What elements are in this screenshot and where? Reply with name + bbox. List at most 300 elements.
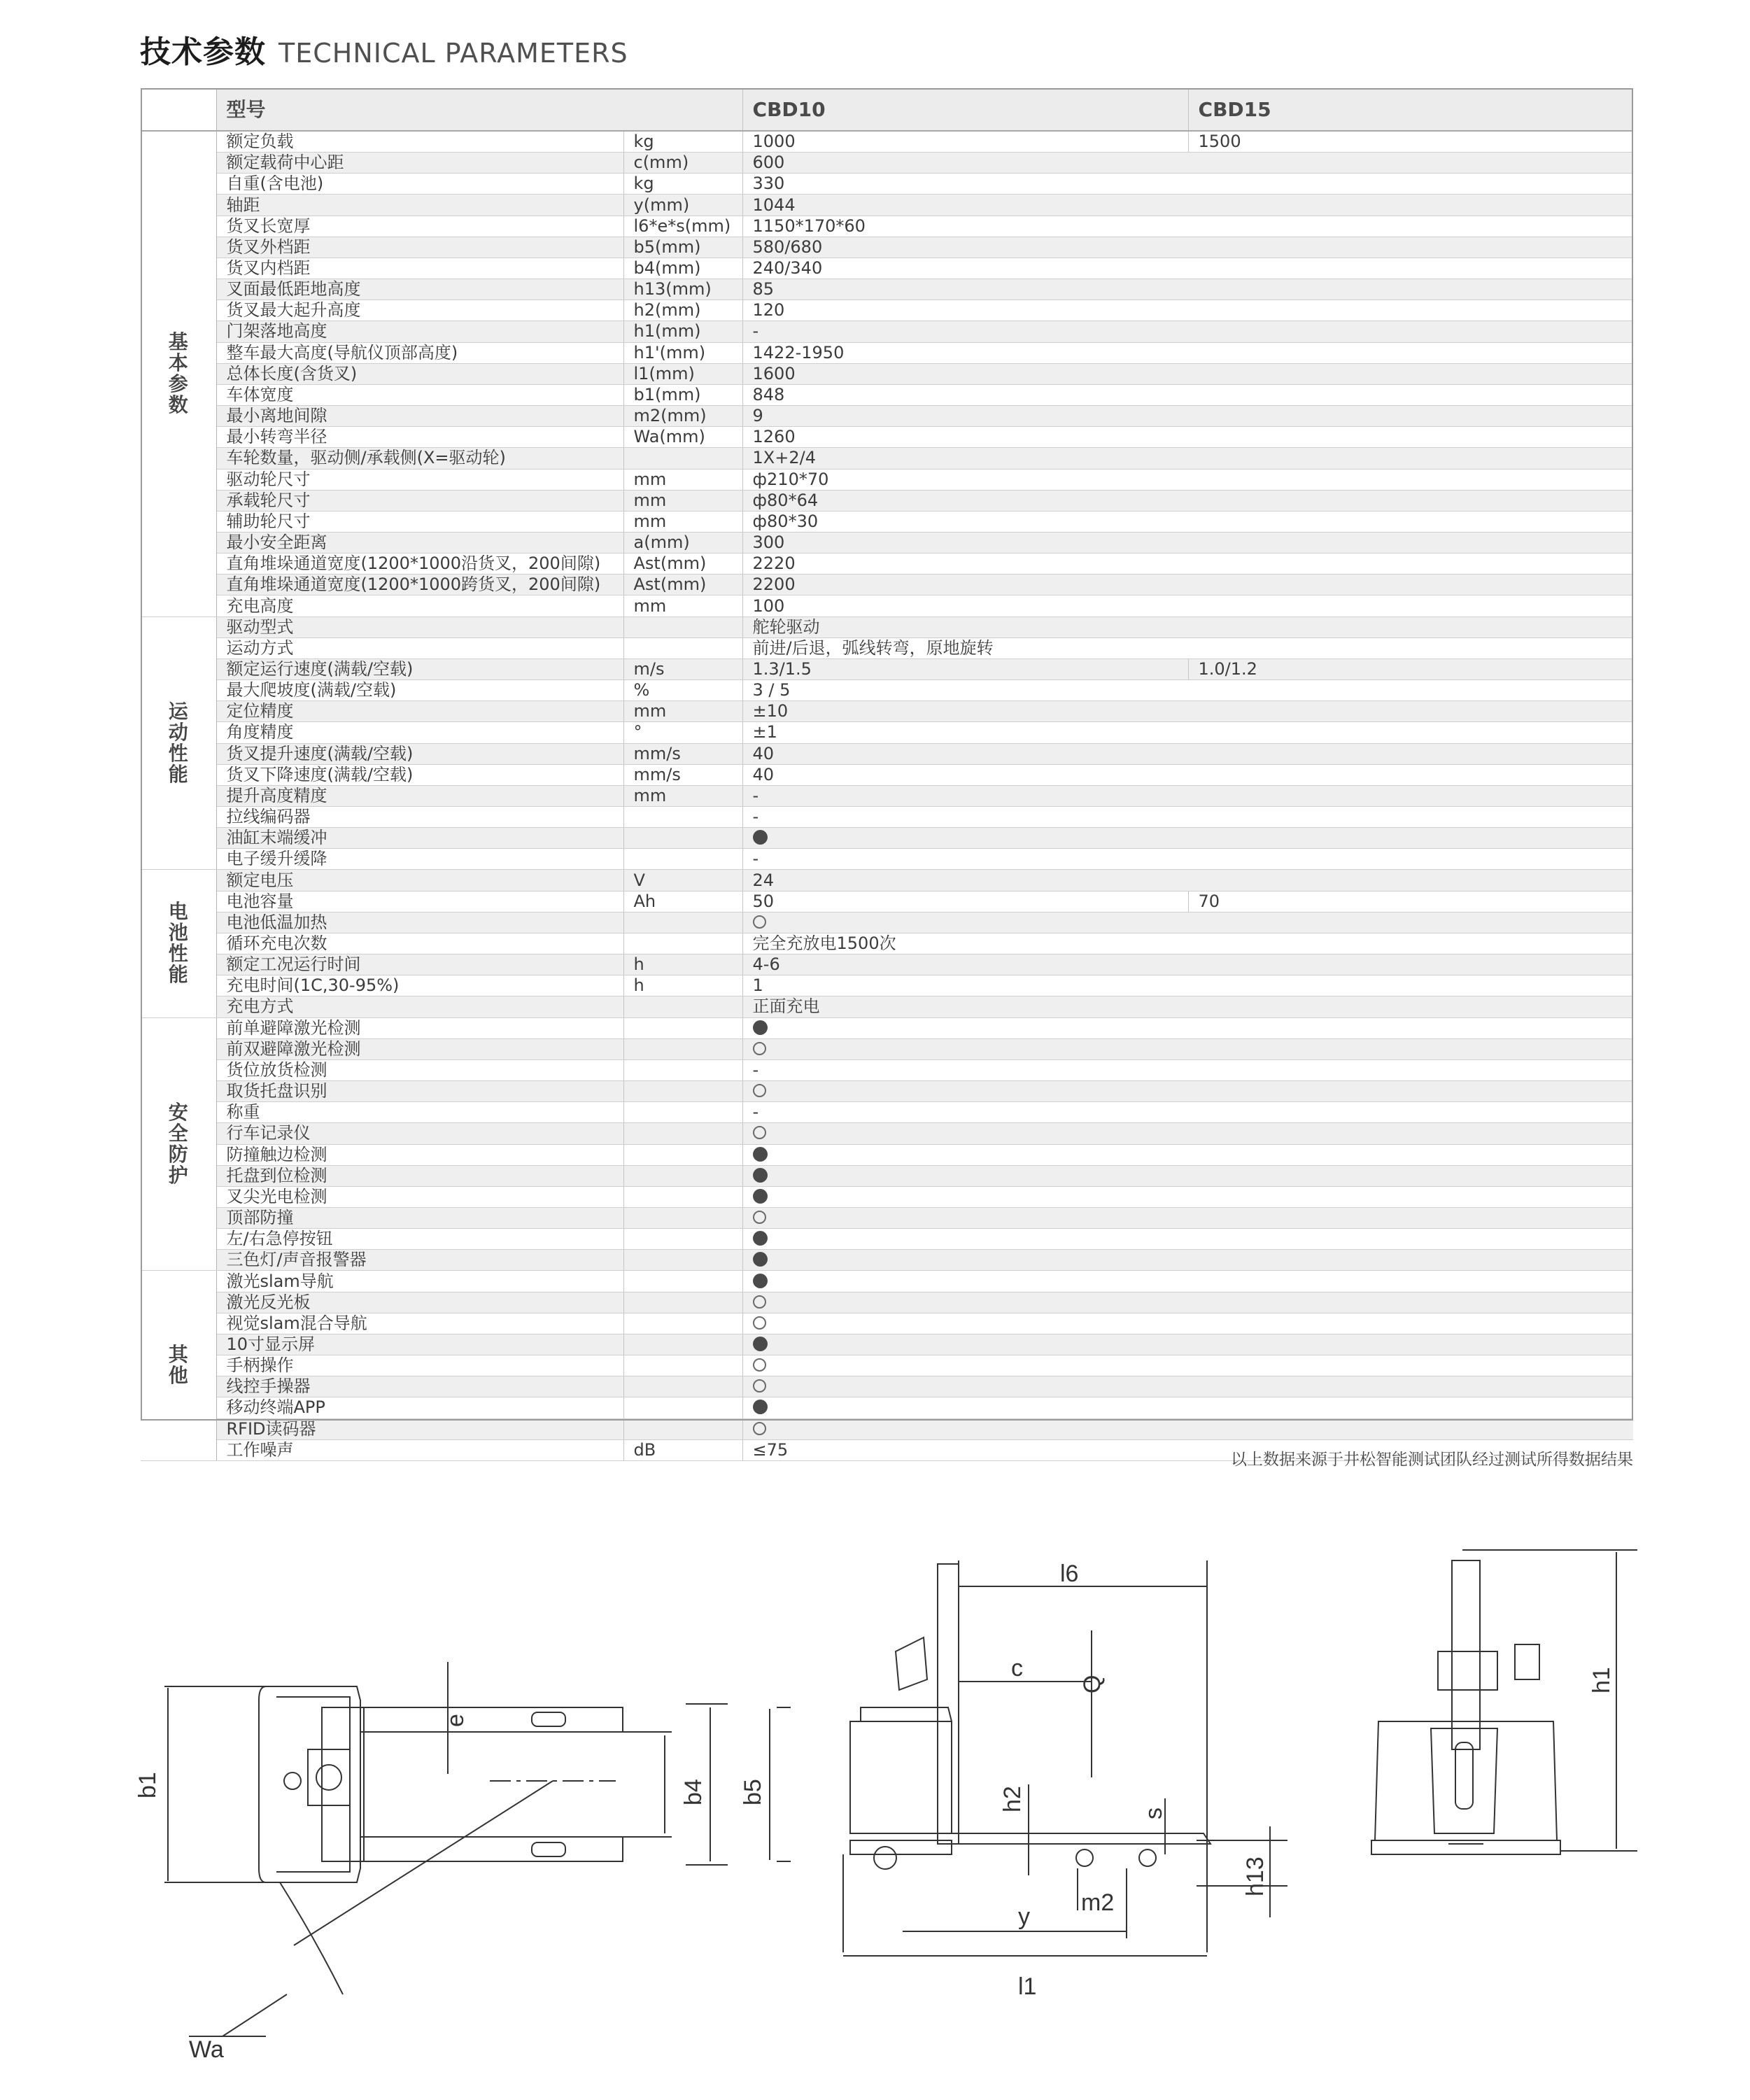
value-cbd15: [1188, 596, 1633, 616]
table-row: [141, 1081, 1633, 1102]
dim-label-c: c: [1011, 1655, 1023, 1682]
param-label: 油缸末端缓冲: [216, 828, 623, 849]
table-row: [141, 1355, 1633, 1376]
value-cbd15: [1188, 342, 1633, 363]
param-label: 门架落地高度: [216, 321, 623, 342]
table-row: [141, 363, 1633, 384]
table-row: [141, 1059, 1633, 1080]
param-unit: mm: [623, 490, 742, 511]
optional-feature-marker: [753, 1042, 766, 1055]
param-label: 运动方式: [216, 637, 623, 658]
table-row: [141, 1397, 1633, 1418]
param-unit: Ast(mm): [623, 575, 742, 596]
value-cbd15: [1188, 1059, 1633, 1080]
value-cbd15: [1188, 722, 1633, 743]
value-cbd10: [742, 1186, 1188, 1207]
table-row: [141, 722, 1633, 743]
param-label: 额定电压: [216, 870, 623, 891]
table-row: [141, 195, 1633, 216]
optional-feature-marker: [753, 1295, 766, 1309]
table-row: [141, 258, 1633, 279]
value-cbd15: [1188, 406, 1633, 427]
group-label: 运动性能: [168, 699, 188, 786]
param-unit: [623, 1292, 742, 1313]
table-row: [141, 1207, 1633, 1228]
param-unit: y(mm): [623, 195, 742, 216]
param-label: 车轮数量，驱动侧/承载侧(X=驱动轮): [216, 448, 623, 469]
param-unit: mm: [623, 701, 742, 722]
param-label: 顶部防撞: [216, 1207, 623, 1228]
dim-label-l6: l6: [1060, 1560, 1079, 1587]
param-label: 充电方式: [216, 996, 623, 1017]
value-cbd10: 1422-1950: [742, 342, 1188, 363]
param-unit: [623, 1376, 742, 1397]
value-cbd15: [1188, 828, 1633, 849]
param-unit: h2(mm): [623, 300, 742, 321]
value-cbd10: ≤75: [742, 1439, 1188, 1460]
page-heading: [140, 27, 628, 76]
value-cbd10: 600: [742, 153, 1188, 174]
param-unit: [623, 1418, 742, 1439]
table-row: [141, 828, 1633, 849]
value-cbd15: [1188, 258, 1633, 279]
param-label: 辅助轮尺寸: [216, 511, 623, 532]
value-cbd10: ±1: [742, 722, 1188, 743]
value-cbd10: [742, 1017, 1188, 1038]
param-unit: mm/s: [623, 764, 742, 785]
group-label: 电池性能: [168, 900, 188, 987]
value-cbd15: [1188, 1355, 1633, 1376]
value-cbd10: 3 / 5: [742, 680, 1188, 701]
dim-label-h13: h13: [1242, 1856, 1269, 1896]
value-cbd15: [1188, 1313, 1633, 1334]
dim-label-b4: b4: [680, 1779, 707, 1805]
param-label: 直角堆垛通道宽度(1200*1000跨货叉，200间隙): [216, 575, 623, 596]
group-label-cell: [141, 131, 216, 616]
spec-table-body: [141, 88, 1633, 1460]
top-view-drawing: [164, 1662, 791, 2036]
param-unit: V: [623, 870, 742, 891]
value-cbd10: [742, 1334, 1188, 1355]
param-label: 额定载荷中心距: [216, 153, 623, 174]
table-row: [141, 384, 1633, 405]
value-cbd10: -: [742, 321, 1188, 342]
param-unit: Ast(mm): [623, 554, 742, 575]
value-cbd15: [1188, 1017, 1633, 1038]
value-cbd10: [742, 1165, 1188, 1186]
table-row: [141, 912, 1633, 933]
param-unit: [623, 1038, 742, 1059]
param-unit: %: [623, 680, 742, 701]
param-unit: [623, 912, 742, 933]
param-unit: mm: [623, 785, 742, 806]
table-row: [141, 1123, 1633, 1144]
param-unit: [623, 1017, 742, 1038]
param-unit: c(mm): [623, 153, 742, 174]
table-row: [141, 279, 1633, 300]
optional-feature-marker: [753, 1316, 766, 1330]
value-cbd10: [742, 1081, 1188, 1102]
value-cbd15: [1188, 279, 1633, 300]
param-label: 充电时间(1C,30-95%): [216, 975, 623, 996]
param-label: 行车记录仪: [216, 1123, 623, 1144]
header-group-cell: [141, 88, 216, 131]
param-label: 循环充电次数: [216, 933, 623, 954]
value-cbd15: 70: [1188, 891, 1633, 912]
value-cbd10: 40: [742, 764, 1188, 785]
dim-label-y: y: [1018, 1903, 1030, 1930]
param-label: 取货托盘识别: [216, 1081, 623, 1102]
value-cbd10: ±10: [742, 701, 1188, 722]
param-unit: [623, 807, 742, 828]
param-label: 货叉提升速度(满载/空载): [216, 743, 623, 764]
param-unit: h1'(mm): [623, 342, 742, 363]
standard-feature-marker: [753, 1231, 768, 1246]
param-unit: m2(mm): [623, 406, 742, 427]
param-unit: [623, 1334, 742, 1355]
param-unit: h13(mm): [623, 279, 742, 300]
table-row: [141, 1418, 1633, 1439]
param-unit: l6*e*s(mm): [623, 216, 742, 237]
value-cbd10: [742, 1250, 1188, 1271]
param-unit: [623, 1397, 742, 1418]
param-unit: [623, 1207, 742, 1228]
value-cbd10: -: [742, 1059, 1188, 1080]
value-cbd15: [1188, 363, 1633, 384]
value-cbd10: 1600: [742, 363, 1188, 384]
param-unit: kg: [623, 131, 742, 153]
table-row: [141, 1144, 1633, 1165]
param-unit: [623, 1250, 742, 1271]
param-label: 最小安全距离: [216, 532, 623, 553]
value-cbd15: [1188, 174, 1633, 195]
table-row: [141, 975, 1633, 996]
table-row: [141, 575, 1633, 596]
value-cbd15: [1188, 237, 1633, 258]
header-model-label: 型号: [216, 88, 742, 131]
param-label: 驱动轮尺寸: [216, 469, 623, 490]
standard-feature-marker: [753, 1252, 768, 1267]
param-label: 货叉下降速度(满载/空载): [216, 764, 623, 785]
param-unit: [623, 1123, 742, 1144]
value-cbd10: 完全充放电1500次: [742, 933, 1188, 954]
param-label: 10寸显示屏: [216, 1334, 623, 1355]
param-label: 电池容量: [216, 891, 623, 912]
table-row: [141, 1313, 1633, 1334]
param-label: 轴距: [216, 195, 623, 216]
table-row: [141, 1165, 1633, 1186]
optional-feature-marker: [753, 1211, 766, 1224]
standard-feature-marker: [753, 1189, 768, 1204]
param-unit: b5(mm): [623, 237, 742, 258]
value-cbd15: [1188, 975, 1633, 996]
value-cbd15: [1188, 1165, 1633, 1186]
param-label: 三色灯/声音报警器: [216, 1250, 623, 1271]
value-cbd15: [1188, 575, 1633, 596]
value-cbd15: [1188, 680, 1633, 701]
param-label: 货叉最大起升高度: [216, 300, 623, 321]
dimension-drawings: [0, 1504, 1750, 2100]
param-label: 电池低温加热: [216, 912, 623, 933]
dim-label-s: s: [1141, 1807, 1167, 1819]
table-row: [141, 469, 1633, 490]
param-unit: [623, 933, 742, 954]
table-row: [141, 300, 1633, 321]
value-cbd10: 24: [742, 870, 1188, 891]
param-label: 货叉长宽厚: [216, 216, 623, 237]
value-cbd15: [1188, 1186, 1633, 1207]
value-cbd10: 1X+2/4: [742, 448, 1188, 469]
group-label: 安全防护: [168, 1100, 188, 1187]
dim-label-b5: b5: [740, 1779, 766, 1805]
table-row: [141, 490, 1633, 511]
value-cbd10: 100: [742, 596, 1188, 616]
value-cbd10: [742, 828, 1188, 849]
value-cbd15: [1188, 849, 1633, 870]
value-cbd15: [1188, 153, 1633, 174]
value-cbd15: [1188, 785, 1633, 806]
value-cbd10: -: [742, 785, 1188, 806]
param-label: 激光slam导航: [216, 1271, 623, 1292]
table-row: [141, 933, 1633, 954]
standard-feature-marker: [753, 1147, 768, 1162]
value-cbd10: 1150*170*60: [742, 216, 1188, 237]
table-row: [141, 532, 1633, 553]
side-view-drawing: [843, 1560, 1287, 1956]
param-label: 称重: [216, 1102, 623, 1123]
value-cbd15: [1188, 933, 1633, 954]
value-cbd10: 4-6: [742, 954, 1188, 975]
param-label: 拉线编码器: [216, 807, 623, 828]
value-cbd15: [1188, 1292, 1633, 1313]
param-unit: [623, 1313, 742, 1334]
value-cbd10: [742, 1123, 1188, 1144]
table-row: [141, 131, 1633, 153]
param-unit: [623, 616, 742, 637]
param-label: 最小离地间隙: [216, 406, 623, 427]
table-header-row: [141, 88, 1633, 131]
param-unit: [623, 637, 742, 658]
param-unit: h1(mm): [623, 321, 742, 342]
param-unit: h: [623, 975, 742, 996]
param-label: 线控手操器: [216, 1376, 623, 1397]
value-cbd15: [1188, 1397, 1633, 1418]
optional-feature-marker: [753, 1379, 766, 1393]
group-label: 基本参数: [168, 330, 188, 416]
value-cbd15: [1188, 870, 1633, 891]
param-label: 最小转弯半径: [216, 427, 623, 448]
group-label-cell: [141, 1017, 216, 1271]
param-unit: [623, 1271, 742, 1292]
value-cbd10: 9: [742, 406, 1188, 427]
dim-label-Q: Q: [1079, 1675, 1106, 1693]
table-row: [141, 616, 1633, 637]
param-unit: [623, 1081, 742, 1102]
value-cbd10: [742, 1376, 1188, 1397]
value-cbd10: 240/340: [742, 258, 1188, 279]
heading-english: TECHNICAL PARAMETERS: [278, 38, 628, 69]
standard-feature-marker: [753, 1168, 768, 1183]
param-unit: [623, 1059, 742, 1080]
value-cbd15: [1188, 1207, 1633, 1228]
param-label: 充电高度: [216, 596, 623, 616]
table-row: [141, 1376, 1633, 1397]
value-cbd15: [1188, 321, 1633, 342]
param-unit: mm: [623, 511, 742, 532]
param-label: 工作噪声: [216, 1439, 623, 1460]
optional-feature-marker: [753, 1422, 766, 1435]
param-label: 整车最大高度(导航仪顶部高度): [216, 342, 623, 363]
param-label: 货叉内档距: [216, 258, 623, 279]
value-cbd10: [742, 1271, 1188, 1292]
standard-feature-marker: [753, 1400, 768, 1414]
param-unit: [623, 996, 742, 1017]
param-unit: Ah: [623, 891, 742, 912]
table-row: [141, 1186, 1633, 1207]
value-cbd10: [742, 1313, 1188, 1334]
param-label: 手柄操作: [216, 1355, 623, 1376]
table-row: [141, 743, 1633, 764]
value-cbd15: [1188, 1081, 1633, 1102]
value-cbd15: 1500: [1188, 131, 1633, 153]
value-cbd15: [1188, 1418, 1633, 1439]
value-cbd10: 330: [742, 174, 1188, 195]
value-cbd15: [1188, 616, 1633, 637]
table-row: [141, 427, 1633, 448]
value-cbd10: 1044: [742, 195, 1188, 216]
standard-feature-marker: [753, 1274, 768, 1288]
param-unit: [623, 849, 742, 870]
table-row: [141, 406, 1633, 427]
value-cbd15: [1188, 743, 1633, 764]
table-row: [141, 870, 1633, 891]
param-unit: [623, 1144, 742, 1165]
param-label: 提升高度精度: [216, 785, 623, 806]
table-row: [141, 342, 1633, 363]
value-cbd15: [1188, 954, 1633, 975]
value-cbd10: 120: [742, 300, 1188, 321]
table-row: [141, 701, 1633, 722]
value-cbd10: ф210*70: [742, 469, 1188, 490]
param-label: 移动终端APP: [216, 1397, 623, 1418]
param-unit: mm: [623, 596, 742, 616]
value-cbd10: 300: [742, 532, 1188, 553]
value-cbd15: [1188, 764, 1633, 785]
standard-feature-marker: [753, 830, 768, 845]
optional-feature-marker: [753, 1126, 766, 1139]
value-cbd10: 前进/后退，弧线转弯，原地旋转: [742, 637, 1188, 658]
table-row: [141, 637, 1633, 658]
param-unit: [623, 1186, 742, 1207]
value-cbd15: [1188, 701, 1633, 722]
heading-chinese: 技术参数: [140, 34, 266, 70]
param-label: 角度精度: [216, 722, 623, 743]
header-model-cbd10: CBD10: [742, 88, 1188, 131]
value-cbd10: 40: [742, 743, 1188, 764]
param-label: 货位放货检测: [216, 1059, 623, 1080]
dim-label-h2: h2: [999, 1786, 1026, 1812]
value-cbd10: -: [742, 849, 1188, 870]
value-cbd15: [1188, 532, 1633, 553]
value-cbd15: [1188, 490, 1633, 511]
value-cbd10: -: [742, 807, 1188, 828]
value-cbd15: [1188, 511, 1633, 532]
value-cbd15: [1188, 807, 1633, 828]
value-cbd10: -: [742, 1102, 1188, 1123]
param-label: 承载轮尺寸: [216, 490, 623, 511]
value-cbd15: 1.0/1.2: [1188, 658, 1633, 679]
param-unit: dB: [623, 1439, 742, 1460]
table-row: [141, 216, 1633, 237]
value-cbd15: [1188, 554, 1633, 575]
value-cbd10: 848: [742, 384, 1188, 405]
table-row: [141, 1017, 1633, 1038]
value-cbd10: [742, 912, 1188, 933]
table-row: [141, 658, 1633, 679]
table-row: [141, 554, 1633, 575]
value-cbd10: [742, 1038, 1188, 1059]
group-label-cell: [141, 1271, 216, 1460]
spec-table: [141, 88, 1633, 1461]
param-label: 叉面最低距地高度: [216, 279, 623, 300]
value-cbd10: 580/680: [742, 237, 1188, 258]
value-cbd10: [742, 1355, 1188, 1376]
param-label: 货叉外档距: [216, 237, 623, 258]
optional-feature-marker: [753, 1084, 766, 1097]
value-cbd10: 1: [742, 975, 1188, 996]
value-cbd15: [1188, 1334, 1633, 1355]
table-row: [141, 1038, 1633, 1059]
param-unit: kg: [623, 174, 742, 195]
dim-label-h1: h1: [1588, 1667, 1615, 1693]
param-unit: Wa(mm): [623, 427, 742, 448]
param-unit: [623, 1229, 742, 1250]
param-unit: mm/s: [623, 743, 742, 764]
param-label: 额定负载: [216, 131, 623, 153]
table-row: [141, 1229, 1633, 1250]
value-cbd10: ф80*64: [742, 490, 1188, 511]
param-unit: [623, 448, 742, 469]
optional-feature-marker: [753, 915, 766, 929]
value-cbd15: [1188, 1123, 1633, 1144]
value-cbd15: [1188, 1102, 1633, 1123]
table-row: [141, 764, 1633, 785]
table-row: [141, 321, 1633, 342]
table-row: [141, 891, 1633, 912]
table-row: [141, 1250, 1633, 1271]
value-cbd15: [1188, 912, 1633, 933]
dim-label-l1: l1: [1018, 1973, 1037, 2000]
value-cbd10: [742, 1292, 1188, 1313]
param-label: 直角堆垛通道宽度(1200*1000沿货叉，200间隙): [216, 554, 623, 575]
value-cbd10: [742, 1418, 1188, 1439]
value-cbd15: [1188, 469, 1633, 490]
param-label: 视觉slam混合导航: [216, 1313, 623, 1334]
param-label: 最大爬坡度(满载/空载): [216, 680, 623, 701]
table-row: [141, 954, 1633, 975]
param-label: 激光反光板: [216, 1292, 623, 1313]
value-cbd15: [1188, 637, 1633, 658]
table-row: [141, 1334, 1633, 1355]
value-cbd15: [1188, 384, 1633, 405]
value-cbd10: 1.3/1.5: [742, 658, 1188, 679]
data-source-note: 以上数据来源于井松智能测试团队经过测试所得数据结果: [1231, 1451, 1633, 1469]
table-row: [141, 448, 1633, 469]
table-row: [141, 596, 1633, 616]
table-row: [141, 680, 1633, 701]
value-cbd10: [742, 1144, 1188, 1165]
value-cbd10: 50: [742, 891, 1188, 912]
